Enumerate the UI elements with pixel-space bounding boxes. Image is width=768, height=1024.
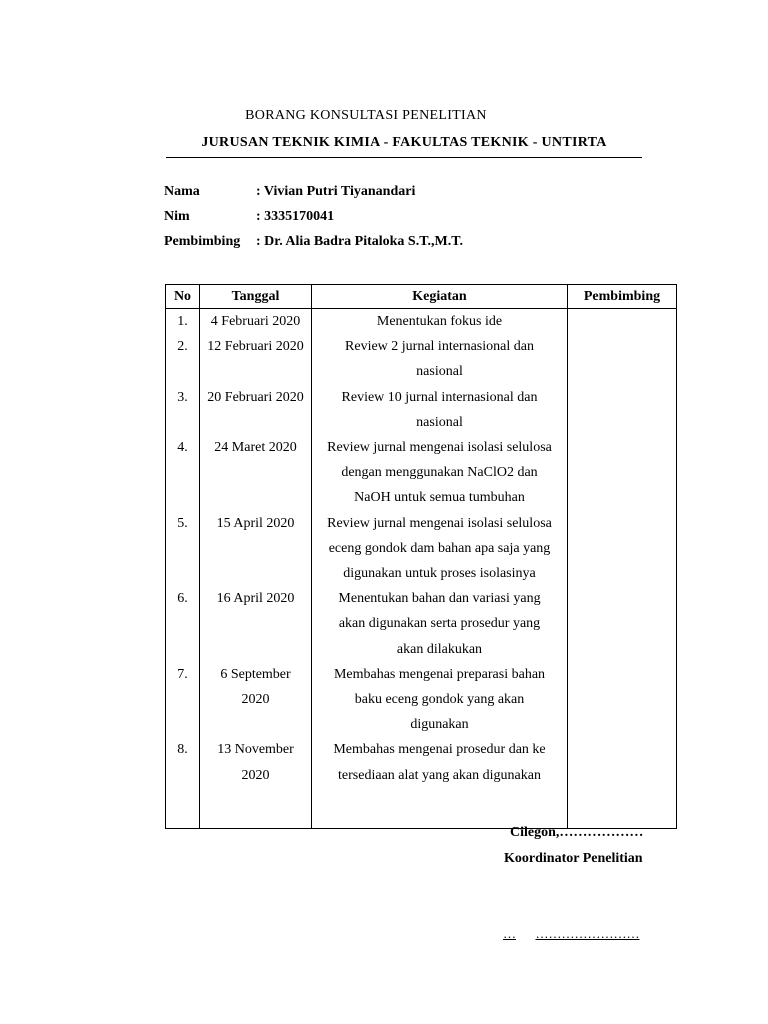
row-date-line: 4 Februari 2020 [210,314,301,329]
row-number: 1. [166,309,200,335]
signature-role: Koordinator Penelitian [504,851,643,866]
row-date-line: 16 April 2020 [216,591,295,607]
row-number: 2. [166,334,200,384]
row-activity [312,737,568,787]
signature-dots-left: … [503,926,516,941]
table-row [166,435,677,511]
row-date [200,309,312,335]
empty-cell [166,788,200,829]
row-date [200,586,312,662]
row-activity-line: Review jurnal mengenai isolasi selulosa [327,515,552,531]
row-activity-line: Membahas mengenai preparasi bahan [333,666,546,682]
row-activity [312,309,568,335]
header-activity: Kegiatan [312,285,568,309]
row-activity-line: Membahas mengenai prosedur dan ke [333,742,546,758]
header-date: Tanggal [200,285,312,309]
row-activity [312,662,568,738]
row-activity-line: digunakan [410,717,469,733]
signature-dots-right: …………………… [535,926,640,941]
table-row [166,662,677,738]
name-value: : Vivian Putri Tiyanandari [256,184,416,199]
row-date-line: 13 November [217,742,294,758]
table-row [166,334,677,384]
row-activity-line: tersediaan alat yang akan digunakan [338,767,541,783]
name-label: Nama [164,184,200,199]
row-date-line: 24 Maret 2020 [214,440,297,456]
row-activity-line: digunakan untuk proses isolasinya [343,566,536,582]
row-date [200,435,312,511]
row-activity-line: Review jurnal mengenai isolasi selulosa [327,440,552,456]
row-date-line: 12 Februari 2020 [207,339,304,355]
empty-cell [312,788,568,829]
row-advisor-signature [568,385,677,435]
row-activity-line: Review 2 jurnal internasional dan [345,339,534,355]
row-number: 4. [166,435,200,511]
table-row [166,511,677,587]
row-advisor-signature [568,511,677,587]
consultation-table [165,284,677,829]
row-date [200,334,312,384]
row-number: 3. [166,385,200,435]
empty-cell [200,788,312,829]
row-number: 8. [166,737,200,787]
row-activity [312,511,568,587]
form-subtitle: JURUSAN TEKNIK KIMIA - FAKULTAS TEKNIK - UNTIRTA [201,135,607,150]
row-date-line: 2020 [241,692,270,708]
row-number: 5. [166,511,200,587]
row-advisor-signature [568,737,677,787]
empty-cell [568,788,677,829]
row-activity-line: Review 10 jurnal internasional dan [341,389,538,405]
row-advisor-signature [568,662,677,738]
row-advisor-signature [568,334,677,384]
table-row [166,309,677,335]
table-row [166,586,677,662]
row-date [200,662,312,738]
row-advisor-signature [568,586,677,662]
row-activity [312,385,568,435]
row-date [200,511,312,587]
row-activity-line: dengan menggunakan NaClO2 dan [341,465,538,481]
header-rule [166,157,642,158]
row-date-line: 2020 [241,767,270,783]
header-no: No [166,285,200,309]
info-nim-row [164,209,334,225]
table-empty-row [166,788,677,829]
row-activity-line: baku eceng gondok yang akan [354,692,525,708]
row-date-line: 15 April 2020 [216,515,295,531]
row-advisor-signature [568,435,677,511]
row-number: 6. [166,586,200,662]
row-activity-line: akan digunakan serta prosedur yang [338,616,541,632]
signature-place: Cilegon,……………… [510,825,644,840]
row-date [200,737,312,787]
row-advisor-signature [568,309,677,335]
info-advisor-row [164,234,463,250]
form-title: BORANG KONSULTASI PENELITIAN [245,108,487,123]
row-activity-line: NaOH untuk semua tumbuhan [354,490,525,506]
row-activity-line: Menentukan bahan dan variasi yang [338,591,541,607]
table-row [166,737,677,787]
advisor-label: Pembimbing [164,234,241,249]
row-date [200,385,312,435]
signature-line [503,926,640,942]
row-number: 7. [166,662,200,738]
row-activity [312,435,568,511]
row-date-line: 6 September [220,666,291,682]
row-activity-line: nasional [416,364,463,380]
row-activity-line: eceng gondok dam bahan apa saja yang [328,540,551,556]
row-activity [312,334,568,384]
row-activity-line: akan dilakukan [396,641,483,657]
table-row [166,385,677,435]
row-date-line: 20 Februari 2020 [207,389,304,405]
header-advisor: Pembimbing [568,285,677,309]
row-activity-line: nasional [416,414,463,430]
nim-label: Nim [164,209,190,224]
row-activity-line: Menentukan fokus ide [376,314,503,329]
info-name-row [164,184,415,200]
nim-value: : 3335170041 [256,209,335,224]
table-header-row [166,285,677,309]
advisor-value: : Dr. Alia Badra Pitaloka S.T.,M.T. [256,234,464,249]
row-activity [312,586,568,662]
